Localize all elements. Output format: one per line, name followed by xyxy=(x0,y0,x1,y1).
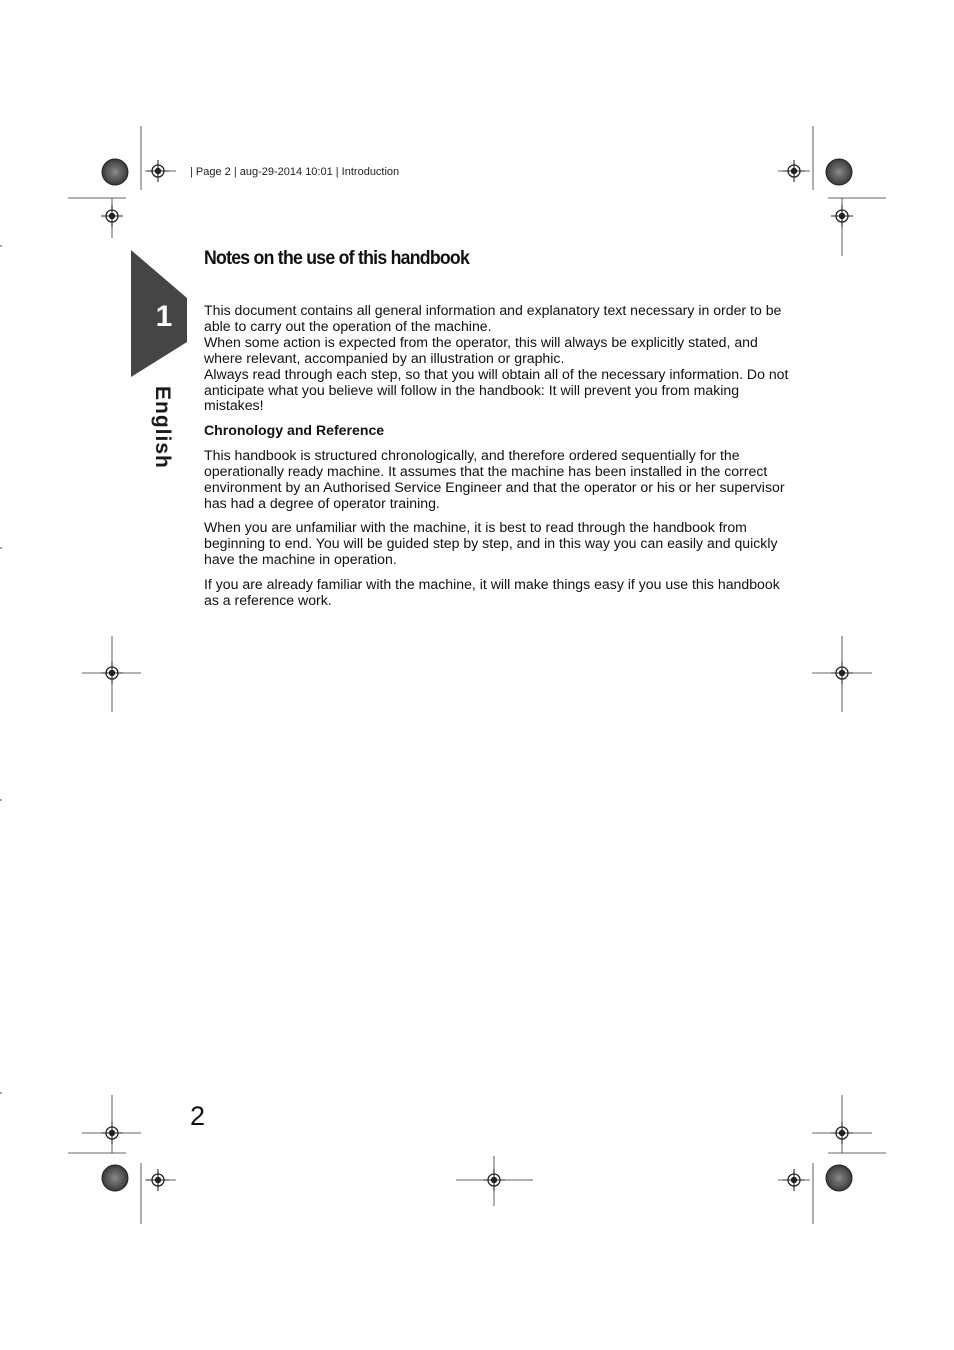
print-slug: | Page 2 | aug-29-2014 10:01 | Introduction xyxy=(190,166,400,178)
body-paragraph: This handbook is structured chronologically, and therefore ordered sequentially for the operationally ready machine. It assumes that the machine has been installed in the correct environment by an Authorised Service Engineer and that the operator or his or her supervisor has had a degree of operator training. xyxy=(204,447,785,511)
body-text xyxy=(204,303,789,617)
chapter-number: 1 xyxy=(155,300,173,333)
chapter-tab xyxy=(131,250,187,377)
subheading: Chronology and Reference xyxy=(204,422,385,439)
intro-paragraph: This document contains all general information and explanatory text necessary in order to be able to carry out the operation of the machine. xyxy=(204,302,782,334)
section-title: Notes on the use of this handbook xyxy=(204,248,470,269)
body-paragraph: When you are unfamiliar with the machine, it is best to read through the handbook from beginning to end. You will be guided step by step, and in this way you can easily and quickly have the machine in operation. xyxy=(204,519,778,568)
intro-paragraph: When some action is expected from the operator, this will always be explicitly stated, and where relevant, accompanied by an illustration or graphic. xyxy=(204,333,758,366)
body-paragraph: If you are already familiar with the machine, it will make things easy if you use this handbook as a reference work. xyxy=(204,575,780,608)
page-number: 2 xyxy=(190,1101,206,1131)
intro-paragraph: Always read through each step, so that you will obtain all of the necessary information. Do not anticipate what you believe will follow in the handbook: It will prevent you from making mistakes! xyxy=(204,365,789,414)
language-label: English xyxy=(151,386,174,469)
